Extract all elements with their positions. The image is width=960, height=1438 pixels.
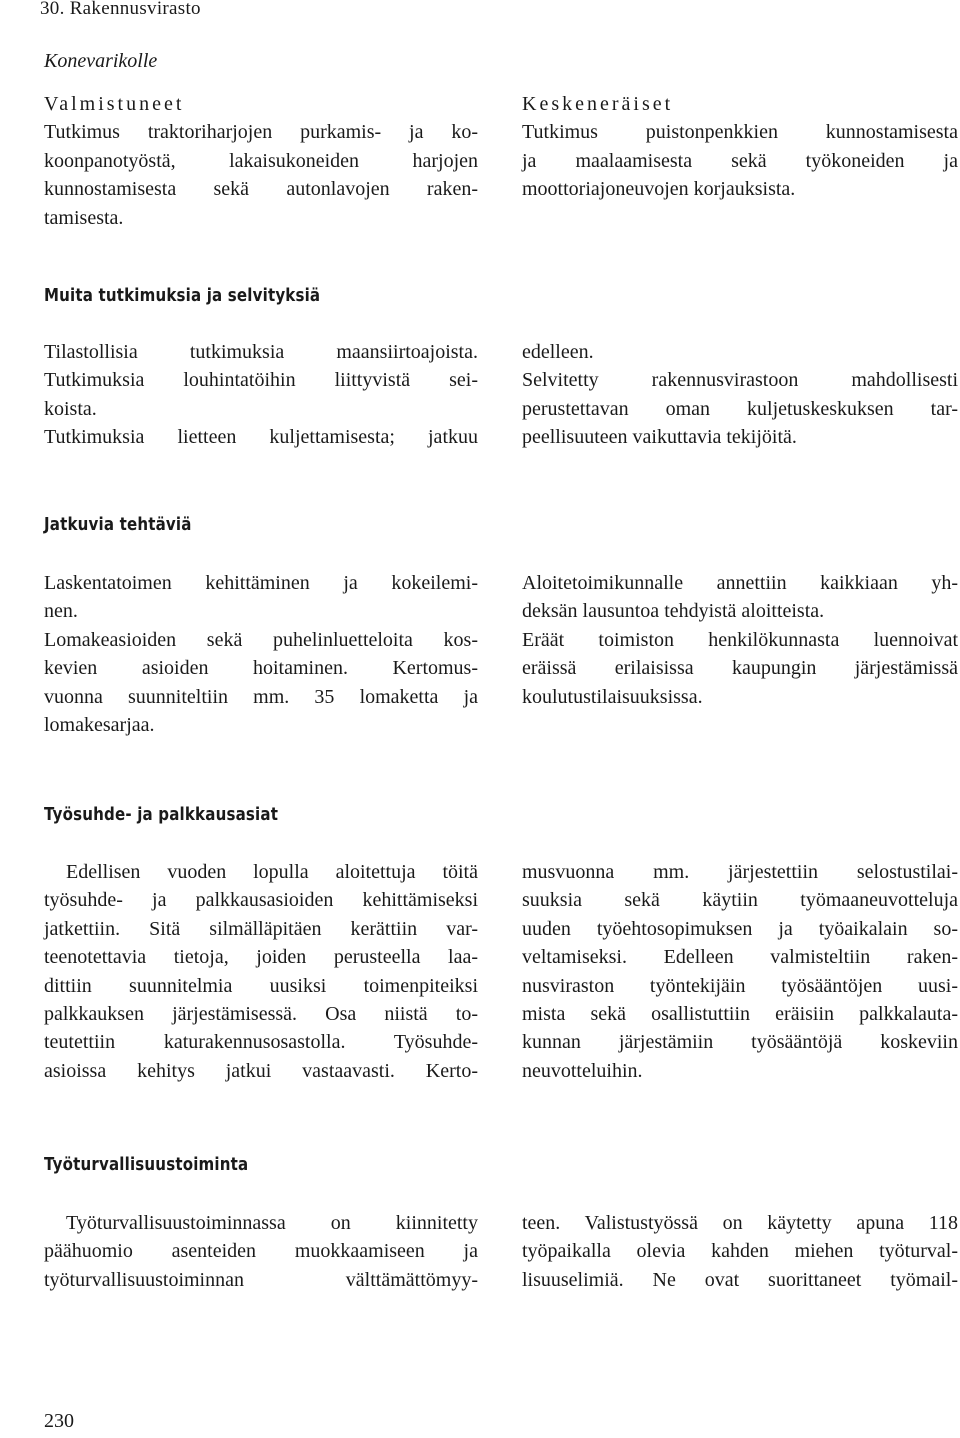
other-studies-right-column [522,338,958,452]
text-line: peellisuuteen vaikuttavia tekijöitä. [522,426,797,449]
text-line: Työturvallisuustoiminnassa on kiinnitetty [66,1212,478,1234]
occupational-safety-right-column [522,1209,958,1294]
employment-pay-left-column [44,858,478,1085]
text-line: koonpanotyöstä, lakaisukoneiden harjojen [44,149,478,172]
unfinished-label: Keskeneräiset [522,93,674,115]
text-line: Eräät toimiston henkilökunnasta luennoivat [522,628,958,651]
subsection-title: Konevarikolle [44,50,158,72]
occupational-safety-left-column [44,1209,478,1294]
text-line: eräissä erilaisissa kaupungin järjestämissä [522,657,958,680]
text-line: neuvotteluihin. [522,1059,643,1082]
text-line: moottoriajoneuvojen korjauksista. [522,178,796,201]
text-line: Lomakeasioiden sekä puhelinluetteloita kos- [44,628,478,651]
section-heading-occupational-safety: Työturvallisuustoiminta [44,1155,249,1175]
text-line: uuden työehtosopimuksen ja työaikalain so- [522,917,958,940]
text-line: kunnan järjestämiin työsääntöjä koskeviin [522,1031,958,1054]
section-heading-other-studies: Muita tutkimuksia ja selvityksiä [44,286,321,306]
text-line: työsuhde- ja palkkausasioiden kehittämiseksi [44,889,478,912]
text-line: deksän lausuntoa tehdyistä aloitteista. [522,600,825,623]
text-line: Aloitetoimikunnalle annettiin kaikkiaan yh- [522,572,958,594]
text-line: Tutkimuksia lietteen kuljettamisesta; jatkuu [44,426,478,449]
page-number: 230 [44,1410,74,1432]
text-line: päähuomio asenteiden muokkaamiseen ja [44,1240,478,1263]
page-header: 30. Rakennusvirasto [40,0,201,19]
text-line: nen. [44,600,78,623]
ongoing-tasks-right-column [522,569,958,711]
text-line: teen. Valistustyössä on käytetty apuna 118 [522,1212,958,1234]
section-heading-employment-pay: Työsuhde- ja palkkausasiat [44,805,279,825]
text-line: kevien asioiden hoitaminen. Kertomus- [44,657,478,680]
text-line: edelleen. [522,341,594,363]
text-line: Tutkimuksia louhintatöihin liittyvistä sei- [44,369,478,392]
text-line: lomakesarjaa. [44,714,155,737]
text-line: vuonna suunniteltiin mm. 35 lomaketta ja [44,685,478,708]
text-line: perustettavan oman kuljetuskeskuksen tar- [522,397,958,420]
text-line: koulutustilaisuuksissa. [522,685,703,708]
text-line: suuksia sekä käytiin työmaaneuvotteluja [522,889,958,912]
completed-column [44,90,478,232]
section-heading-ongoing-tasks: Jatkuvia tehtäviä [44,515,192,535]
text-line: veltamiseksi. Edelleen valmisteltiin raken- [522,946,958,969]
text-line: työpaikalla olevia kahden miehen työturval- [522,1240,958,1263]
ongoing-tasks-left-column [44,569,478,739]
text-line: mista sekä osallistuttiin eräisiin palkkalauta- [522,1003,958,1026]
text-line: dittiin suunnitelmia uusiksi toimenpiteiksi [44,974,478,997]
text-line: Tutkimus puistonpenkkien kunnostamisesta [522,121,958,144]
text-line: työturvallisuustoiminnan välttämättömyy- [44,1268,478,1291]
text-line: Edellisen vuoden lopulla aloitettuja töitä [66,861,478,883]
text-line: lisuuselimiä. Ne ovat suorittaneet työmail- [522,1268,958,1291]
text-line: Laskentatoimen kehittäminen ja kokeilemi- [44,572,478,594]
completed-label: Valmistuneet [44,93,185,115]
text-line: Tutkimus traktoriharjojen purkamis- ja ko- [44,121,478,144]
employment-pay-right-column [522,858,958,1085]
other-studies-left-column [44,338,478,452]
text-line: ja maalaamisesta sekä työkoneiden ja [522,149,958,172]
text-line: kunnostamisesta sekä autonlavojen raken- [44,178,478,201]
text-line: teenotettavia tietoja, joiden perusteella laa- [44,946,478,969]
text-line: Tilastollisia tutkimuksia maansiirtoajoista. [44,341,478,363]
text-line: Selvitetty rakennusvirastoon mahdollisesti [522,369,958,392]
text-line: asioissa kehitys jatkui vastaavasti. Kerto- [44,1059,478,1082]
text-line: musvuonna mm. järjestettiin selostustilai- [522,861,958,883]
text-line: jatkettiin. Sitä silmälläpitäen kerättiin var- [44,917,478,940]
text-line: palkkauksen järjestämisessä. Osa niistä to- [44,1003,478,1026]
text-line: nusviraston työntekijäin työsääntöjen uusi- [522,974,958,997]
text-line: koista. [44,397,97,420]
unfinished-column [522,90,958,204]
text-line: tamisesta. [44,206,124,229]
text-line: teutettiin katurakennusosastolla. Työsuhde- [44,1031,478,1054]
